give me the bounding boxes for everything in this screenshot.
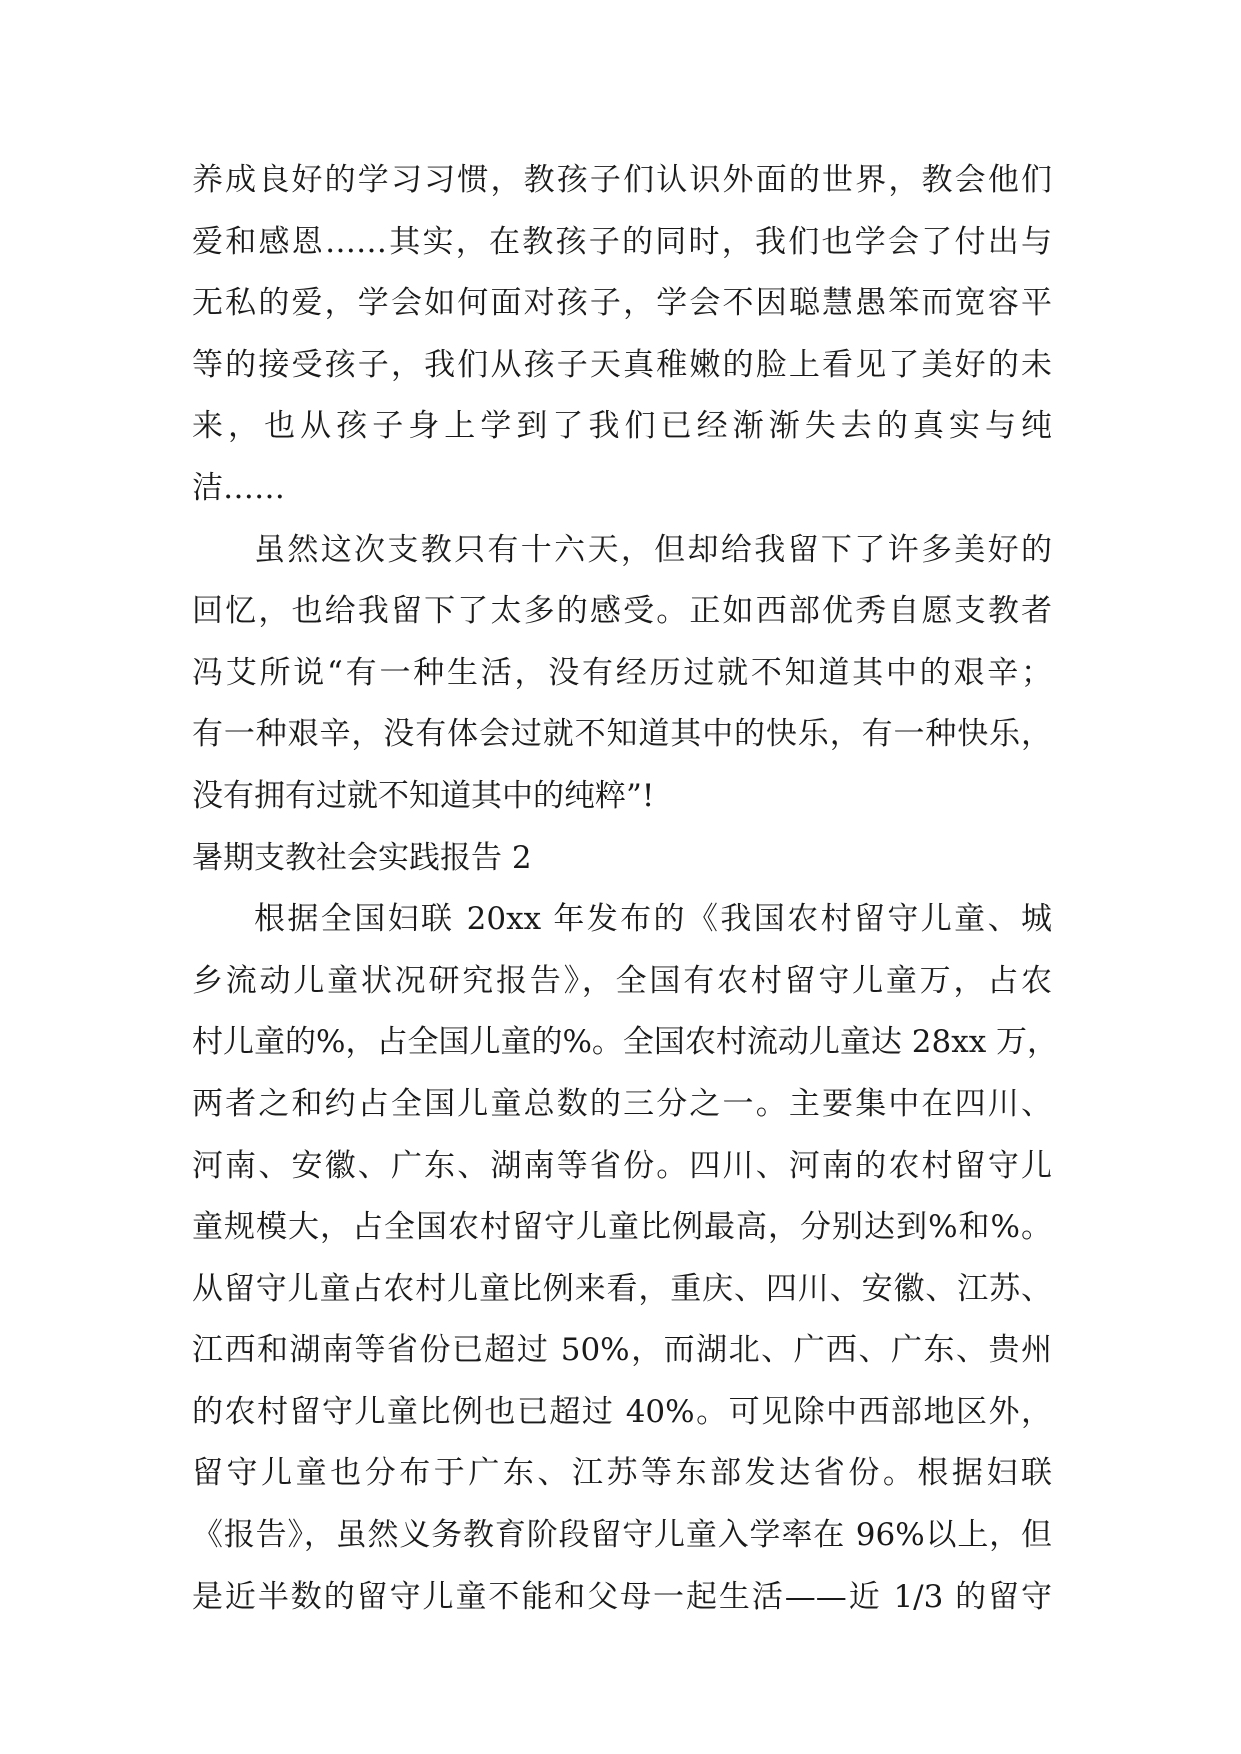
text-line: 的农村留守儿童比例也已超过 40%。可见除中西部地区外， [192, 1393, 1052, 1430]
text-line: 没有拥有过就不知道其中的纯粹”! [192, 777, 655, 814]
text-line: 洁…… [192, 469, 285, 506]
text-line: 等的接受孩子，我们从孩子天真稚嫩的脸上看见了美好的未 [192, 346, 1052, 383]
text-line: 留守儿童也分布于广东、江苏等东部发达省份。根据妇联 [192, 1455, 1052, 1492]
text-line: 有一种艰辛，没有体会过就不知道其中的快乐，有一种快乐， [192, 716, 1052, 753]
section-heading: 暑期支教社会实践报告 2 [192, 839, 532, 876]
text-line: 根据全国妇联 20xx 年发布的《我国农村留守儿童、城 [254, 901, 1052, 938]
text-line: 爱和感恩……其实，在教孩子的同时，我们也学会了付出与 [192, 223, 1052, 260]
text-line: 河南、安徽、广东、湖南等省份。四川、河南的农村留守儿 [192, 1147, 1052, 1184]
text-line: 养成良好的学习习惯，教孩子们认识外面的世界，教会他们 [192, 162, 1052, 198]
document-body [192, 150, 1059, 1628]
text-line: 回忆，也给我留下了太多的感受。正如西部优秀自愿支教者 [192, 593, 1052, 630]
paragraph-1 [192, 150, 1052, 520]
text-line: 虽然这次支教只有十六天，但却给我留下了许多美好的 [254, 531, 1052, 568]
text-line: 从留守儿童占农村儿童比例来看，重庆、四川、安徽、江苏、 [192, 1270, 1052, 1307]
text-line: 童规模大，占全国农村留守儿童比例最高，分别达到%和%。 [192, 1209, 1052, 1246]
text-line: 来，也从孩子身上学到了我们已经渐渐失去的真实与纯 [192, 408, 1052, 445]
text-line: 江西和湖南等省份已超过 50%，而湖北、广西、广东、贵州 [192, 1332, 1052, 1369]
text-line: 乡流动儿童状况研究报告》，全国有农村留守儿童万，占农 [192, 962, 1052, 999]
text-line: 冯艾所说“有一种生活，没有经历过就不知道其中的艰辛； [192, 654, 1052, 691]
text-line: 无私的爱，学会如何面对孩子，学会不因聪慧愚笨而宽容平 [192, 285, 1052, 322]
text-line: 两者之和约占全国儿童总数的三分之一。主要集中在四川、 [192, 1085, 1052, 1122]
paragraph-2 [192, 520, 1052, 828]
text-line: 村儿童的%，占全国儿童的%。全国农村流动儿童达 28xx 万， [192, 1024, 1059, 1061]
text-line: 是近半数的留守儿童不能和父母一起生活——近 1/3 的留守 [192, 1578, 1052, 1615]
text-line: 《报告》，虽然义务教育阶段留守儿童入学率在 96%以上，但 [192, 1517, 1052, 1554]
paragraph-3 [192, 889, 1059, 1628]
